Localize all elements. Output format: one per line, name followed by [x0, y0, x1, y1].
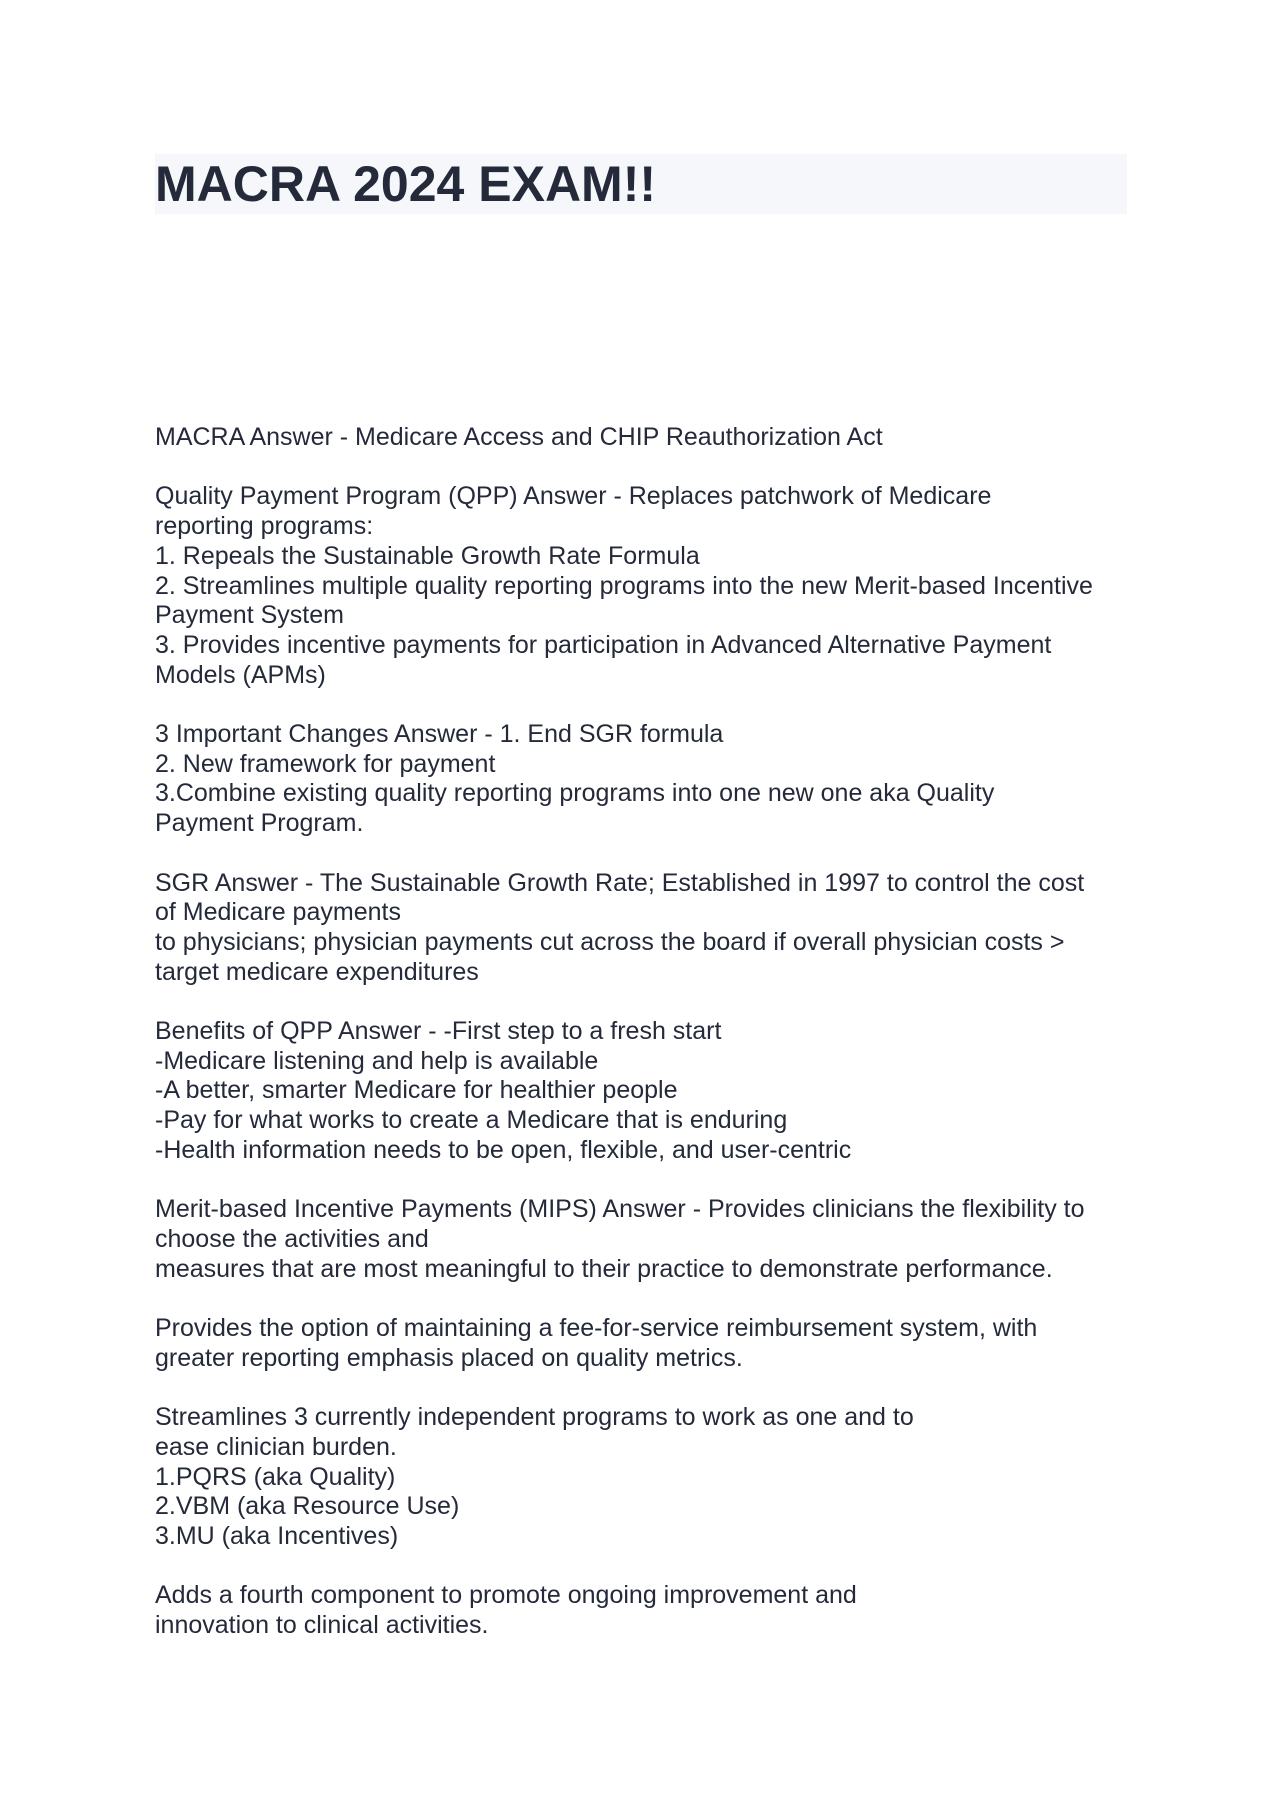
- qa-entry: [155, 869, 1135, 988]
- entry-line: -Pay for what works to create a Medicare that is enduring: [155, 1106, 788, 1135]
- document-body: [155, 423, 1135, 1670]
- entry-line: SGR Answer - The Sustainable Growth Rate; Established in 1997 to control the cost: [155, 868, 1085, 897]
- entry-line: Payment System: [155, 601, 344, 630]
- entry-line: innovation to clinical activities.: [155, 1611, 489, 1639]
- entry-line: 3.MU (aka Incentives): [155, 1521, 399, 1550]
- entry-line: ease clinician burden.: [155, 1432, 397, 1461]
- entry-line: 3.Combine existing quality reporting programs into one new one aka Quality: [155, 779, 995, 808]
- entry-line: 3 Important Changes Answer - 1. End SGR formula: [155, 720, 724, 748]
- entry-line: MACRA Answer - Medicare Access and CHIP Reauthorization Act: [155, 423, 883, 451]
- entry-line: choose the activities and: [155, 1224, 429, 1253]
- entry-line: greater reporting emphasis placed on quality metrics.: [155, 1343, 743, 1372]
- qa-entry: [155, 423, 1135, 453]
- entry-line: 1. Repeals the Sustainable Growth Rate Formula: [155, 541, 700, 570]
- entry-line: 1.PQRS (aka Quality): [155, 1462, 396, 1491]
- entry-line: of Medicare payments: [155, 898, 401, 927]
- document-title: MACRA 2024 EXAM!!: [155, 156, 657, 212]
- entry-line: target medicare expenditures: [155, 957, 479, 986]
- entry-line: reporting programs:: [155, 512, 374, 541]
- qa-entry: [155, 482, 1135, 690]
- qa-entry: [155, 1403, 1135, 1552]
- entry-line: -Medicare listening and help is available: [155, 1046, 599, 1075]
- entry-line: to physicians; physician payments cut across the board if overall physician costs >: [155, 927, 1065, 956]
- entry-line: measures that are most meaningful to their practice to demonstrate performance.: [155, 1254, 1053, 1283]
- entry-line: -A better, smarter Medicare for healthier people: [155, 1076, 678, 1105]
- entry-line: 3. Provides incentive payments for participation in Advanced Alternative Payment: [155, 630, 1052, 659]
- entry-line: Quality Payment Program (QPP) Answer - Replaces patchwork of Medicare: [155, 482, 992, 511]
- entry-line: Streamlines 3 currently independent programs to work as one and to: [155, 1403, 914, 1432]
- qa-entry: [155, 1314, 1135, 1373]
- entry-line: -Health information needs to be open, flexible, and user-centric: [155, 1135, 852, 1164]
- entry-line: 2. Streamlines multiple quality reporting programs into the new Merit-based Incentive: [155, 571, 1093, 600]
- entry-line: Benefits of QPP Answer - -First step to a fresh start: [155, 1017, 722, 1045]
- qa-entry: [155, 720, 1135, 839]
- qa-entry: [155, 1195, 1135, 1284]
- entry-line: 2. New framework for payment: [155, 749, 496, 778]
- entry-line: Payment Program.: [155, 809, 364, 838]
- qa-entry: [155, 1017, 1135, 1166]
- qa-entry: [155, 1581, 1135, 1640]
- entry-line: Models (APMs): [155, 660, 326, 689]
- entry-line: 2.VBM (aka Resource Use): [155, 1492, 460, 1521]
- entry-line: Merit-based Incentive Payments (MIPS) Answer - Provides clinicians the flexibility to: [155, 1195, 1085, 1224]
- entry-line: Provides the option of maintaining a fee-for-service reimbursement system, with: [155, 1314, 1038, 1342]
- entry-line: Adds a fourth component to promote ongoing improvement and: [155, 1581, 857, 1610]
